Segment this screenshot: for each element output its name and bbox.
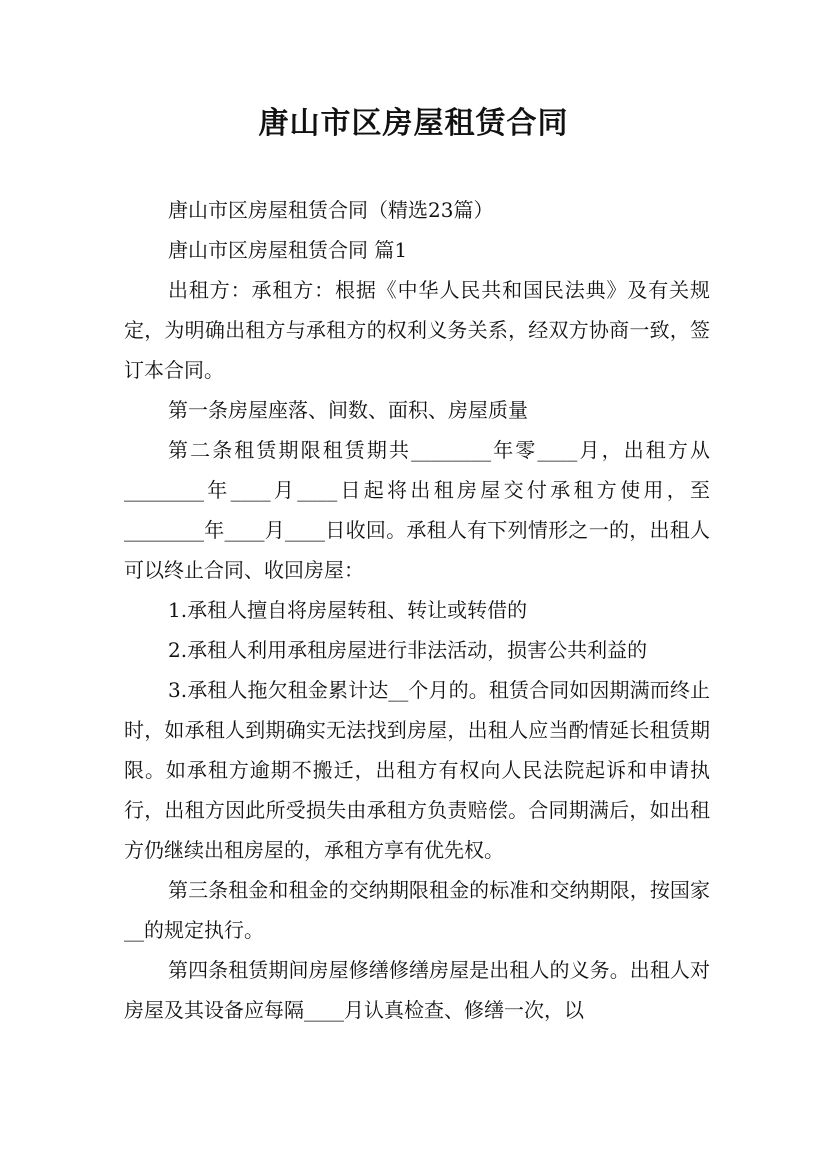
paragraph-article-2: 第二条租赁期限租赁期共________年零____月，出租方从________年____月____日起将出租房屋交付承租方使用，至________年____月____日收回。承租人有下列情形之一的，出租人可以终止合同、收回房屋： <box>124 438 710 582</box>
paragraph-article-1: 第一条房屋座落、间数、面积、房屋质量 <box>168 398 528 422</box>
paragraph-article-3: 第三条租金和租金的交纳期限租金的标准和交纳期限，按国家__的规定执行。 <box>124 878 710 942</box>
paragraph-item-2: 2.承租人利用承租房屋进行非法活动，损害公共利益的 <box>168 638 648 662</box>
document-body <box>124 190 710 1030</box>
document-title: 唐山市区房屋租赁合同 <box>258 106 569 141</box>
paragraph-article-4: 第四条租赁期间房屋修缮修缮房屋是出租人的义务。出租人对房屋及其设备应每隔____月认真检查、修缮一次，以 <box>124 958 710 1022</box>
paragraph-item-3: 3.承租人拖欠租金累计达__个月的。租赁合同如因期满而终止时，如承租人到期确实无法找到房屋，出租人应当酌情延长租赁期限。如承租方逾期不搬迁，出租方有权向人民法院起诉和申请执行，出租方因此所受损失由承租方负责赔偿。合同期满后，如出租方仍继续出租房屋的，承租方享有优先权。 <box>124 678 710 862</box>
paragraph-item-1: 1.承租人擅自将房屋转租、转让或转借的 <box>168 598 528 622</box>
paragraph-subtitle: 唐山市区房屋租赁合同（精选23篇） <box>168 198 494 222</box>
paragraph-parties: 出租方：承租方：根据《中华人民共和国民法典》及有关规定，为明确出租方与承租方的权利义务关系，经双方协商一致，签订本合同。 <box>124 278 710 382</box>
paragraph-section-heading: 唐山市区房屋租赁合同 篇1 <box>168 238 408 262</box>
